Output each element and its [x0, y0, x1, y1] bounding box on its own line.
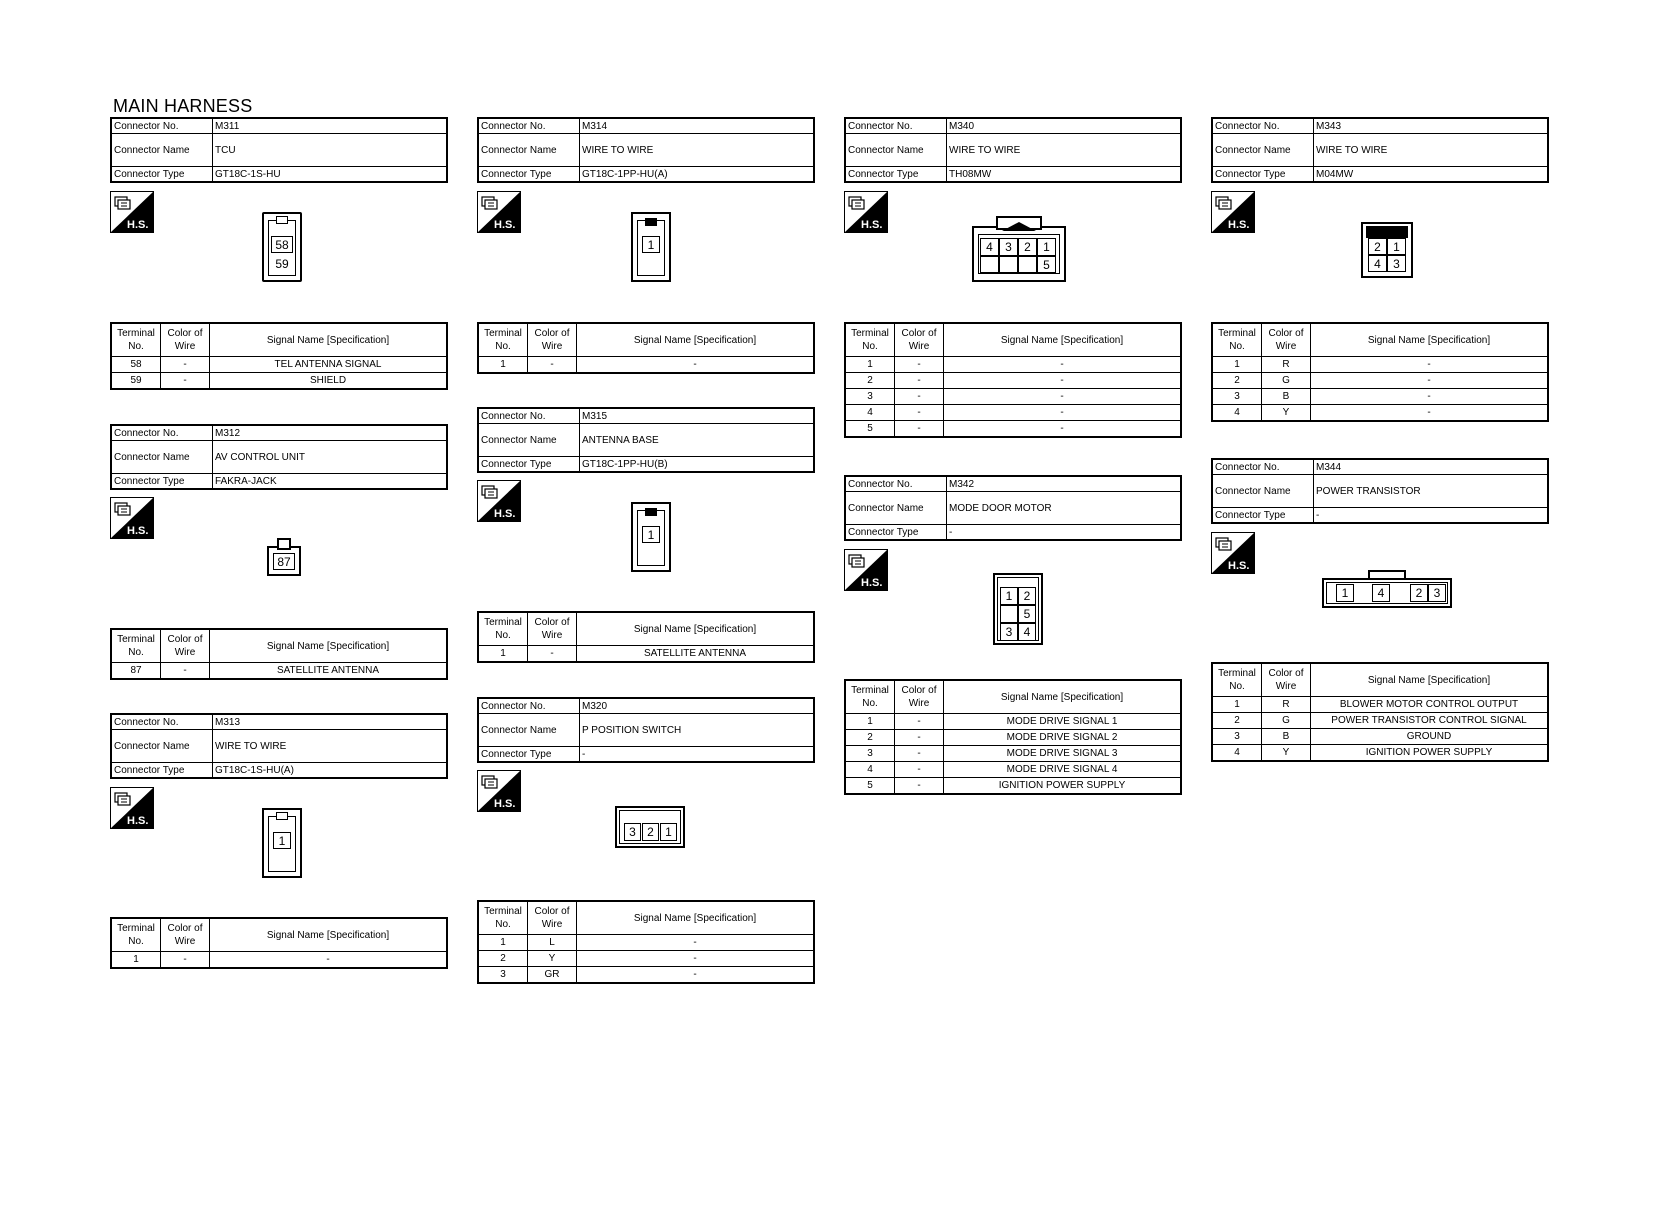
signal-cell: MODE DRIVE SIGNAL 1 — [944, 714, 1182, 730]
color-cell: G — [1262, 373, 1311, 389]
connector-name: ANTENNA BASE — [580, 424, 815, 457]
pin-1: 1 — [273, 832, 291, 849]
signal-cell: BLOWER MOTOR CONTROL OUTPUT — [1311, 697, 1549, 713]
pin-4: 4 — [1372, 584, 1390, 602]
pin-empty — [980, 256, 999, 273]
table-row — [111, 373, 447, 390]
connector-m312-terminal-table — [110, 628, 448, 680]
label-connector-type: Connector Type — [845, 167, 947, 183]
color-cell: B — [1262, 729, 1311, 745]
connector-m342-diagram — [993, 573, 1043, 645]
connector-m343-diagram — [1361, 222, 1413, 278]
table-row — [111, 357, 447, 373]
terminal-cell: 3 — [1212, 729, 1262, 745]
col-color-of-wire: Color of Wire — [528, 612, 577, 646]
table-row — [845, 421, 1181, 438]
connector-no: M342 — [947, 476, 1182, 492]
color-cell: - — [895, 405, 944, 421]
color-cell: R — [1262, 357, 1311, 373]
color-cell: - — [895, 421, 944, 438]
harness-side-icon — [844, 549, 888, 591]
label-connector-name: Connector Name — [111, 134, 213, 167]
color-cell: Y — [1262, 405, 1311, 422]
color-cell: - — [161, 373, 210, 390]
label-connector-no: Connector No. — [111, 714, 213, 730]
col-terminal-no: Terminal No. — [111, 323, 161, 357]
hs-label: H.S. — [1228, 219, 1250, 231]
label-connector-no: Connector No. — [478, 698, 580, 714]
label-connector-no: Connector No. — [478, 118, 580, 134]
connector-m315-diagram — [631, 502, 671, 572]
table-row — [1212, 389, 1548, 405]
connector-m320-diagram — [615, 806, 685, 848]
terminal-cell: 1 — [111, 952, 161, 969]
label-connector-type: Connector Type — [478, 457, 580, 473]
color-cell: G — [1262, 713, 1311, 729]
terminal-cell: 2 — [1212, 373, 1262, 389]
color-cell: L — [528, 935, 577, 951]
table-row — [845, 746, 1181, 762]
table-row — [478, 646, 814, 663]
table-row — [845, 373, 1181, 389]
label-connector-name: Connector Name — [1212, 475, 1314, 508]
table-row — [478, 967, 814, 984]
connector-m314-terminal-table — [477, 322, 815, 374]
label-connector-type: Connector Type — [1212, 508, 1314, 524]
label-connector-name: Connector Name — [478, 424, 580, 457]
col-signal-name: Signal Name [Specification] — [1311, 663, 1549, 697]
connector-m311-diagram — [262, 212, 302, 282]
pin-3: 3 — [1000, 623, 1018, 641]
terminal-cell: 2 — [478, 951, 528, 967]
color-cell: - — [895, 762, 944, 778]
connector-m343-terminal-table — [1211, 322, 1549, 422]
harness-side-icon — [477, 480, 521, 522]
terminal-cell: 2 — [1212, 713, 1262, 729]
connector-m344-terminal-table — [1211, 662, 1549, 762]
pin-3: 3 — [624, 823, 641, 841]
col-color-of-wire: Color of Wire — [528, 901, 577, 935]
connector-m312-diagram — [267, 538, 301, 576]
label-connector-type: Connector Type — [478, 747, 580, 763]
signal-cell: - — [210, 952, 448, 969]
connector-type: GT18C-1PP-HU(B) — [580, 457, 815, 473]
signal-cell: - — [1311, 405, 1549, 422]
col-color-of-wire: Color of Wire — [1262, 323, 1311, 357]
signal-cell: SHIELD — [210, 373, 448, 390]
terminal-cell: 1 — [1212, 357, 1262, 373]
connector-m344-header — [1211, 458, 1549, 524]
col-color-of-wire: Color of Wire — [895, 680, 944, 714]
col-terminal-no: Terminal No. — [478, 323, 528, 357]
harness-side-icon — [844, 191, 888, 233]
color-cell: B — [1262, 389, 1311, 405]
label-connector-no: Connector No. — [845, 476, 947, 492]
label-connector-type: Connector Type — [111, 167, 213, 183]
label-connector-type: Connector Type — [111, 763, 213, 779]
terminal-cell: 59 — [111, 373, 161, 390]
connector-name: POWER TRANSISTOR — [1314, 475, 1549, 508]
pin-5: 5 — [1037, 256, 1056, 273]
hs-label: H.S. — [127, 815, 149, 827]
connector-no: M315 — [580, 408, 815, 424]
hs-label: H.S. — [127, 219, 149, 231]
connector-type: - — [1314, 508, 1549, 524]
pin-2: 2 — [642, 823, 659, 841]
signal-cell: POWER TRANSISTOR CONTROL SIGNAL — [1311, 713, 1549, 729]
connector-m342-terminal-table — [844, 679, 1182, 795]
pin-1: 1 — [660, 823, 677, 841]
col-terminal-no: Terminal No. — [845, 323, 895, 357]
connector-no: M312 — [213, 425, 448, 441]
color-cell: Y — [528, 951, 577, 967]
connector-m313-terminal-table — [110, 917, 448, 969]
pin-2: 2 — [1368, 238, 1387, 255]
terminal-cell: 1 — [845, 357, 895, 373]
table-row — [1212, 373, 1548, 389]
col-signal-name: Signal Name [Specification] — [577, 901, 815, 935]
pin-3: 3 — [1387, 255, 1406, 272]
terminal-cell: 4 — [1212, 745, 1262, 762]
pin-1: 1 — [1336, 584, 1354, 602]
connector-m340-terminal-table — [844, 322, 1182, 438]
connector-m312-header — [110, 424, 448, 490]
hs-label: H.S. — [1228, 560, 1250, 572]
connector-type: TH08MW — [947, 167, 1182, 183]
table-row — [1212, 713, 1548, 729]
terminal-cell: 1 — [845, 714, 895, 730]
connector-m340-diagram — [972, 216, 1066, 282]
color-cell: - — [528, 646, 577, 663]
table-row — [1212, 697, 1548, 713]
color-cell: - — [895, 357, 944, 373]
terminal-cell: 2 — [845, 373, 895, 389]
pin-2: 2 — [1018, 238, 1037, 256]
connector-name: WIRE TO WIRE — [1314, 134, 1549, 167]
connector-no: M311 — [213, 118, 448, 134]
label-connector-no: Connector No. — [478, 408, 580, 424]
signal-cell: IGNITION POWER SUPPLY — [1311, 745, 1549, 762]
harness-side-icon — [110, 497, 154, 539]
label-connector-no: Connector No. — [111, 118, 213, 134]
col-signal-name: Signal Name [Specification] — [944, 680, 1182, 714]
pin-1: 1 — [1037, 238, 1056, 256]
connector-name: TCU — [213, 134, 448, 167]
col-signal-name: Signal Name [Specification] — [210, 323, 448, 357]
col-terminal-no: Terminal No. — [1212, 663, 1262, 697]
terminal-cell: 1 — [1212, 697, 1262, 713]
color-cell: - — [161, 952, 210, 969]
terminal-cell: 4 — [845, 405, 895, 421]
col-signal-name: Signal Name [Specification] — [577, 612, 815, 646]
table-row — [845, 357, 1181, 373]
table-row — [1212, 745, 1548, 762]
col-terminal-no: Terminal No. — [111, 629, 161, 663]
signal-cell: TEL ANTENNA SIGNAL — [210, 357, 448, 373]
connector-m315-header — [477, 407, 815, 473]
table-row — [478, 935, 814, 951]
pin-1: 1 — [642, 526, 660, 543]
connector-m315-terminal-table — [477, 611, 815, 663]
connector-no: M313 — [213, 714, 448, 730]
color-cell: R — [1262, 697, 1311, 713]
connector-no: M343 — [1314, 118, 1549, 134]
label-connector-name: Connector Name — [478, 714, 580, 747]
signal-cell: MODE DRIVE SIGNAL 4 — [944, 762, 1182, 778]
pin-59: 59 — [271, 256, 293, 273]
table-row — [478, 951, 814, 967]
connector-name: WIRE TO WIRE — [213, 730, 448, 763]
signal-cell: MODE DRIVE SIGNAL 3 — [944, 746, 1182, 762]
terminal-cell: 2 — [845, 730, 895, 746]
connector-name: AV CONTROL UNIT — [213, 441, 448, 474]
signal-cell: - — [944, 373, 1182, 389]
pin-4: 4 — [1368, 255, 1387, 272]
label-connector-name: Connector Name — [111, 730, 213, 763]
terminal-cell: 5 — [845, 421, 895, 438]
table-row — [1212, 729, 1548, 745]
connector-type: - — [947, 525, 1182, 541]
table-row — [1212, 357, 1548, 373]
label-connector-type: Connector Type — [845, 525, 947, 541]
pin-4: 4 — [1018, 623, 1036, 641]
connector-type: - — [580, 747, 815, 763]
table-row — [845, 730, 1181, 746]
signal-cell: - — [944, 389, 1182, 405]
terminal-cell: 1 — [478, 357, 528, 374]
pin-2: 2 — [1410, 584, 1428, 602]
color-cell: - — [895, 778, 944, 795]
pin-2: 2 — [1018, 587, 1036, 605]
label-connector-no: Connector No. — [1212, 459, 1314, 475]
pin-87: 87 — [273, 553, 295, 570]
col-terminal-no: Terminal No. — [111, 918, 161, 952]
connector-type: M04MW — [1314, 167, 1549, 183]
label-connector-type: Connector Type — [1212, 167, 1314, 183]
hs-label: H.S. — [861, 577, 883, 589]
col-color-of-wire: Color of Wire — [1262, 663, 1311, 697]
connector-name: MODE DOOR MOTOR — [947, 492, 1182, 525]
connector-no: M344 — [1314, 459, 1549, 475]
col-signal-name: Signal Name [Specification] — [1311, 323, 1549, 357]
terminal-cell: 4 — [1212, 405, 1262, 422]
connector-m314-diagram — [631, 212, 671, 282]
pin-empty — [999, 256, 1018, 273]
harness-side-icon — [1211, 532, 1255, 574]
color-cell: - — [895, 730, 944, 746]
hs-label: H.S. — [494, 508, 516, 520]
pin-4: 4 — [980, 238, 999, 256]
hs-label: H.S. — [861, 219, 883, 231]
color-cell: - — [161, 663, 210, 680]
label-connector-type: Connector Type — [111, 474, 213, 490]
color-cell: - — [895, 746, 944, 762]
signal-cell: - — [944, 357, 1182, 373]
connector-m344-diagram — [1322, 570, 1452, 608]
terminal-cell: 3 — [845, 746, 895, 762]
hs-label: H.S. — [494, 798, 516, 810]
col-color-of-wire: Color of Wire — [161, 323, 210, 357]
label-connector-name: Connector Name — [111, 441, 213, 474]
connector-m311-header — [110, 117, 448, 183]
terminal-cell: 3 — [478, 967, 528, 984]
signal-cell: SATELLITE ANTENNA — [210, 663, 448, 680]
color-cell: GR — [528, 967, 577, 984]
color-cell: - — [528, 357, 577, 374]
pin-1: 1 — [1387, 238, 1406, 255]
connector-m313-diagram — [262, 808, 302, 878]
pin-empty — [1000, 605, 1018, 623]
label-connector-no: Connector No. — [1212, 118, 1314, 134]
terminal-cell: 4 — [845, 762, 895, 778]
connector-no: M340 — [947, 118, 1182, 134]
col-color-of-wire: Color of Wire — [528, 323, 577, 357]
pin-58: 58 — [271, 236, 293, 253]
color-cell: - — [895, 714, 944, 730]
signal-cell: - — [577, 967, 815, 984]
terminal-cell: 87 — [111, 663, 161, 680]
harness-side-icon — [110, 191, 154, 233]
signal-cell: - — [944, 421, 1182, 438]
table-row — [478, 357, 814, 374]
pin-empty — [1018, 256, 1037, 273]
signal-cell: - — [1311, 357, 1549, 373]
color-cell: - — [895, 389, 944, 405]
harness-side-icon — [1211, 191, 1255, 233]
hs-label: H.S. — [494, 219, 516, 231]
col-color-of-wire: Color of Wire — [161, 918, 210, 952]
col-color-of-wire: Color of Wire — [161, 629, 210, 663]
connector-m313-header — [110, 713, 448, 779]
connector-m342-header — [844, 475, 1182, 541]
signal-cell: - — [577, 357, 815, 374]
pin-1: 1 — [642, 236, 660, 253]
pin-3: 3 — [1428, 584, 1446, 602]
signal-cell: MODE DRIVE SIGNAL 2 — [944, 730, 1182, 746]
terminal-cell: 5 — [845, 778, 895, 795]
col-terminal-no: Terminal No. — [478, 901, 528, 935]
col-signal-name: Signal Name [Specification] — [577, 323, 815, 357]
signal-cell: - — [577, 951, 815, 967]
signal-cell: - — [1311, 389, 1549, 405]
connector-type: GT18C-1PP-HU(A) — [580, 167, 815, 183]
col-color-of-wire: Color of Wire — [895, 323, 944, 357]
pin-1: 1 — [1000, 587, 1018, 605]
harness-side-icon — [110, 787, 154, 829]
table-row — [845, 762, 1181, 778]
terminal-cell: 1 — [478, 646, 528, 663]
label-connector-name: Connector Name — [845, 134, 947, 167]
table-row — [111, 663, 447, 680]
label-connector-name: Connector Name — [478, 134, 580, 167]
signal-cell: - — [1311, 373, 1549, 389]
col-signal-name: Signal Name [Specification] — [210, 918, 448, 952]
harness-side-icon — [477, 770, 521, 812]
terminal-cell: 58 — [111, 357, 161, 373]
label-connector-no: Connector No. — [111, 425, 213, 441]
terminal-cell: 1 — [478, 935, 528, 951]
signal-cell: SATELLITE ANTENNA — [577, 646, 815, 663]
pin-5: 5 — [1018, 605, 1036, 623]
signal-cell: IGNITION POWER SUPPLY — [944, 778, 1182, 795]
color-cell: Y — [1262, 745, 1311, 762]
connector-m314-header — [477, 117, 815, 183]
connector-type: FAKRA-JACK — [213, 474, 448, 490]
color-cell: - — [161, 357, 210, 373]
pin-3: 3 — [999, 238, 1018, 256]
col-signal-name: Signal Name [Specification] — [210, 629, 448, 663]
label-connector-no: Connector No. — [845, 118, 947, 134]
harness-side-icon — [477, 191, 521, 233]
label-connector-name: Connector Name — [1212, 134, 1314, 167]
terminal-cell: 3 — [845, 389, 895, 405]
table-row — [845, 778, 1181, 795]
col-terminal-no: Terminal No. — [478, 612, 528, 646]
color-cell: - — [895, 373, 944, 389]
connector-m320-header — [477, 697, 815, 763]
connector-no: M314 — [580, 118, 815, 134]
connector-type: GT18C-1S-HU — [213, 167, 448, 183]
signal-cell: - — [577, 935, 815, 951]
label-connector-name: Connector Name — [845, 492, 947, 525]
col-signal-name: Signal Name [Specification] — [944, 323, 1182, 357]
page-title: MAIN HARNESS — [113, 96, 253, 116]
table-row — [1212, 405, 1548, 422]
connector-m340-header — [844, 117, 1182, 183]
hs-label: H.S. — [127, 525, 149, 537]
table-row — [845, 405, 1181, 421]
table-row — [845, 389, 1181, 405]
signal-cell: - — [944, 405, 1182, 421]
signal-cell: GROUND — [1311, 729, 1549, 745]
connector-type: GT18C-1S-HU(A) — [213, 763, 448, 779]
label-connector-type: Connector Type — [478, 167, 580, 183]
connector-m320-terminal-table — [477, 900, 815, 984]
connector-m343-header — [1211, 117, 1549, 183]
connector-name: P POSITION SWITCH — [580, 714, 815, 747]
table-row — [111, 952, 447, 969]
connector-m311-terminal-table — [110, 322, 448, 390]
table-row — [845, 714, 1181, 730]
terminal-cell: 3 — [1212, 389, 1262, 405]
connector-name: WIRE TO WIRE — [580, 134, 815, 167]
col-terminal-no: Terminal No. — [1212, 323, 1262, 357]
connector-name: WIRE TO WIRE — [947, 134, 1182, 167]
connector-no: M320 — [580, 698, 815, 714]
col-terminal-no: Terminal No. — [845, 680, 895, 714]
